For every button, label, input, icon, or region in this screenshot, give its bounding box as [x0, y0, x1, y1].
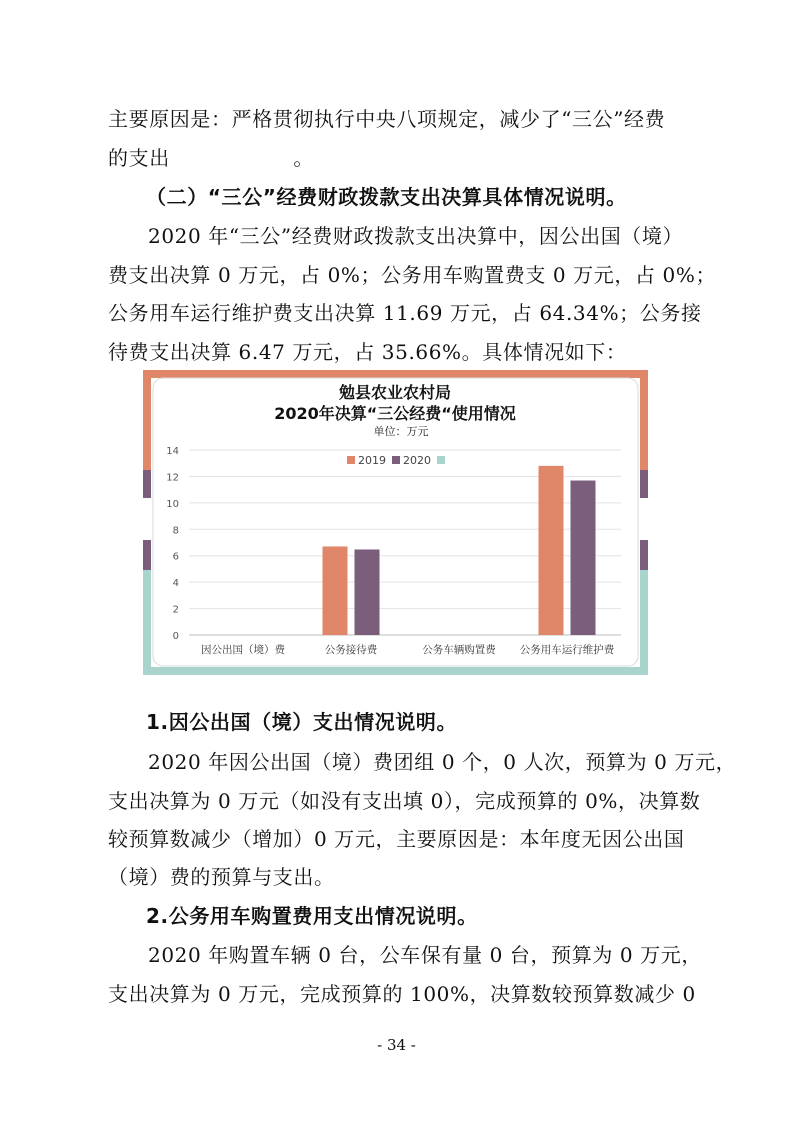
paragraph-line: 的支出 。 [108, 146, 314, 170]
chart-frame-left-mid2 [143, 540, 151, 570]
y-tick-label: 4 [172, 578, 179, 590]
x-tick-label: 因公出国（境）费 [201, 644, 285, 656]
paragraph-line: 费支出决算 0 万元，占 0%；公务用车购置费支 0 万元，占 0%； [108, 263, 717, 287]
y-tick-label: 12 [166, 472, 179, 484]
bar [571, 481, 596, 635]
paragraph-line: 2020 年购置车辆 0 台，公车保有量 0 台，预算为 0 万元， [148, 943, 702, 967]
chart-frame-left-top [143, 370, 151, 470]
section-heading: 1.因公出国（境）支出情况说明。 [146, 710, 458, 734]
paragraph-line: 2020 年“三公”经费财政拨款支出决算中，因公出国（境） [148, 224, 684, 248]
chart-title: 2020年决算“三公经费“使用情况 [274, 404, 516, 423]
chart-frame-left-mid [143, 470, 151, 498]
legend-swatch [347, 456, 355, 464]
y-tick-label: 6 [172, 551, 179, 563]
chart-frame-left-bottom [143, 570, 151, 675]
legend-swatch [437, 456, 445, 464]
chart-figure [143, 370, 648, 675]
paragraph-line: （境）费的预算与支出。 [108, 865, 335, 889]
chart-subtitle: 单位：万元 [373, 425, 429, 438]
paragraph-line: 较预算数减少（增加）0 万元，主要原因是：本年度无因公出国 [108, 827, 685, 851]
y-tick-label: 8 [172, 525, 179, 537]
chart-frame-right-bottom [640, 570, 648, 675]
x-tick-label: 公务车辆购置费 [422, 644, 496, 656]
bar [323, 546, 348, 635]
legend-swatch [392, 456, 400, 464]
bar [355, 550, 380, 635]
bar [539, 466, 564, 635]
paragraph-line: 主要原因是：严格贯彻执行中央八项规定，减少了“三公”经费 [108, 107, 666, 131]
paragraph-line: 支出决算为 0 万元，完成预算的 100%，决算数较预算数减少 0 [108, 982, 696, 1006]
section-heading: 2.公务用车购置费用支出情况说明。 [146, 904, 478, 928]
paragraph-line: 支出决算为 0 万元（如没有支出填 0），完成预算的 0%，决算数 [108, 789, 701, 813]
chart-title: 勉县农业农村局 [338, 383, 452, 402]
x-tick-label: 公务用车运行维护费 [519, 644, 615, 656]
y-tick-label: 10 [166, 498, 179, 510]
paragraph-line: 待费支出决算 6.47 万元，占 35.66%。具体情况如下： [108, 340, 627, 364]
chart-frame-right-top [640, 370, 648, 470]
legend-label: 2020 [403, 454, 431, 467]
x-tick-label: 公务接待费 [324, 644, 378, 656]
chart-frame-right-mid [640, 470, 648, 498]
paragraph-line: 2020 年因公出国（境）费团组 0 个，0 人次，预算为 0 万元， [148, 750, 737, 774]
legend-label: 2019 [358, 454, 386, 467]
y-tick-label: 0 [172, 631, 179, 642]
chart-frame-top [143, 370, 648, 378]
y-tick-label: 2 [172, 604, 179, 616]
chart-frame-right-mid2 [640, 540, 648, 570]
page-number: - 34 - [377, 1036, 416, 1054]
y-tick-label: 14 [166, 446, 179, 457]
bar-chart [143, 370, 648, 675]
chart-frame-bottom [143, 667, 648, 675]
section-heading: （二）“三公”经费财政拨款支出决算具体情况说明。 [146, 185, 627, 209]
paragraph-line: 公务用车运行维护费支出决算 11.69 万元，占 64.34%；公务接 [108, 301, 702, 325]
